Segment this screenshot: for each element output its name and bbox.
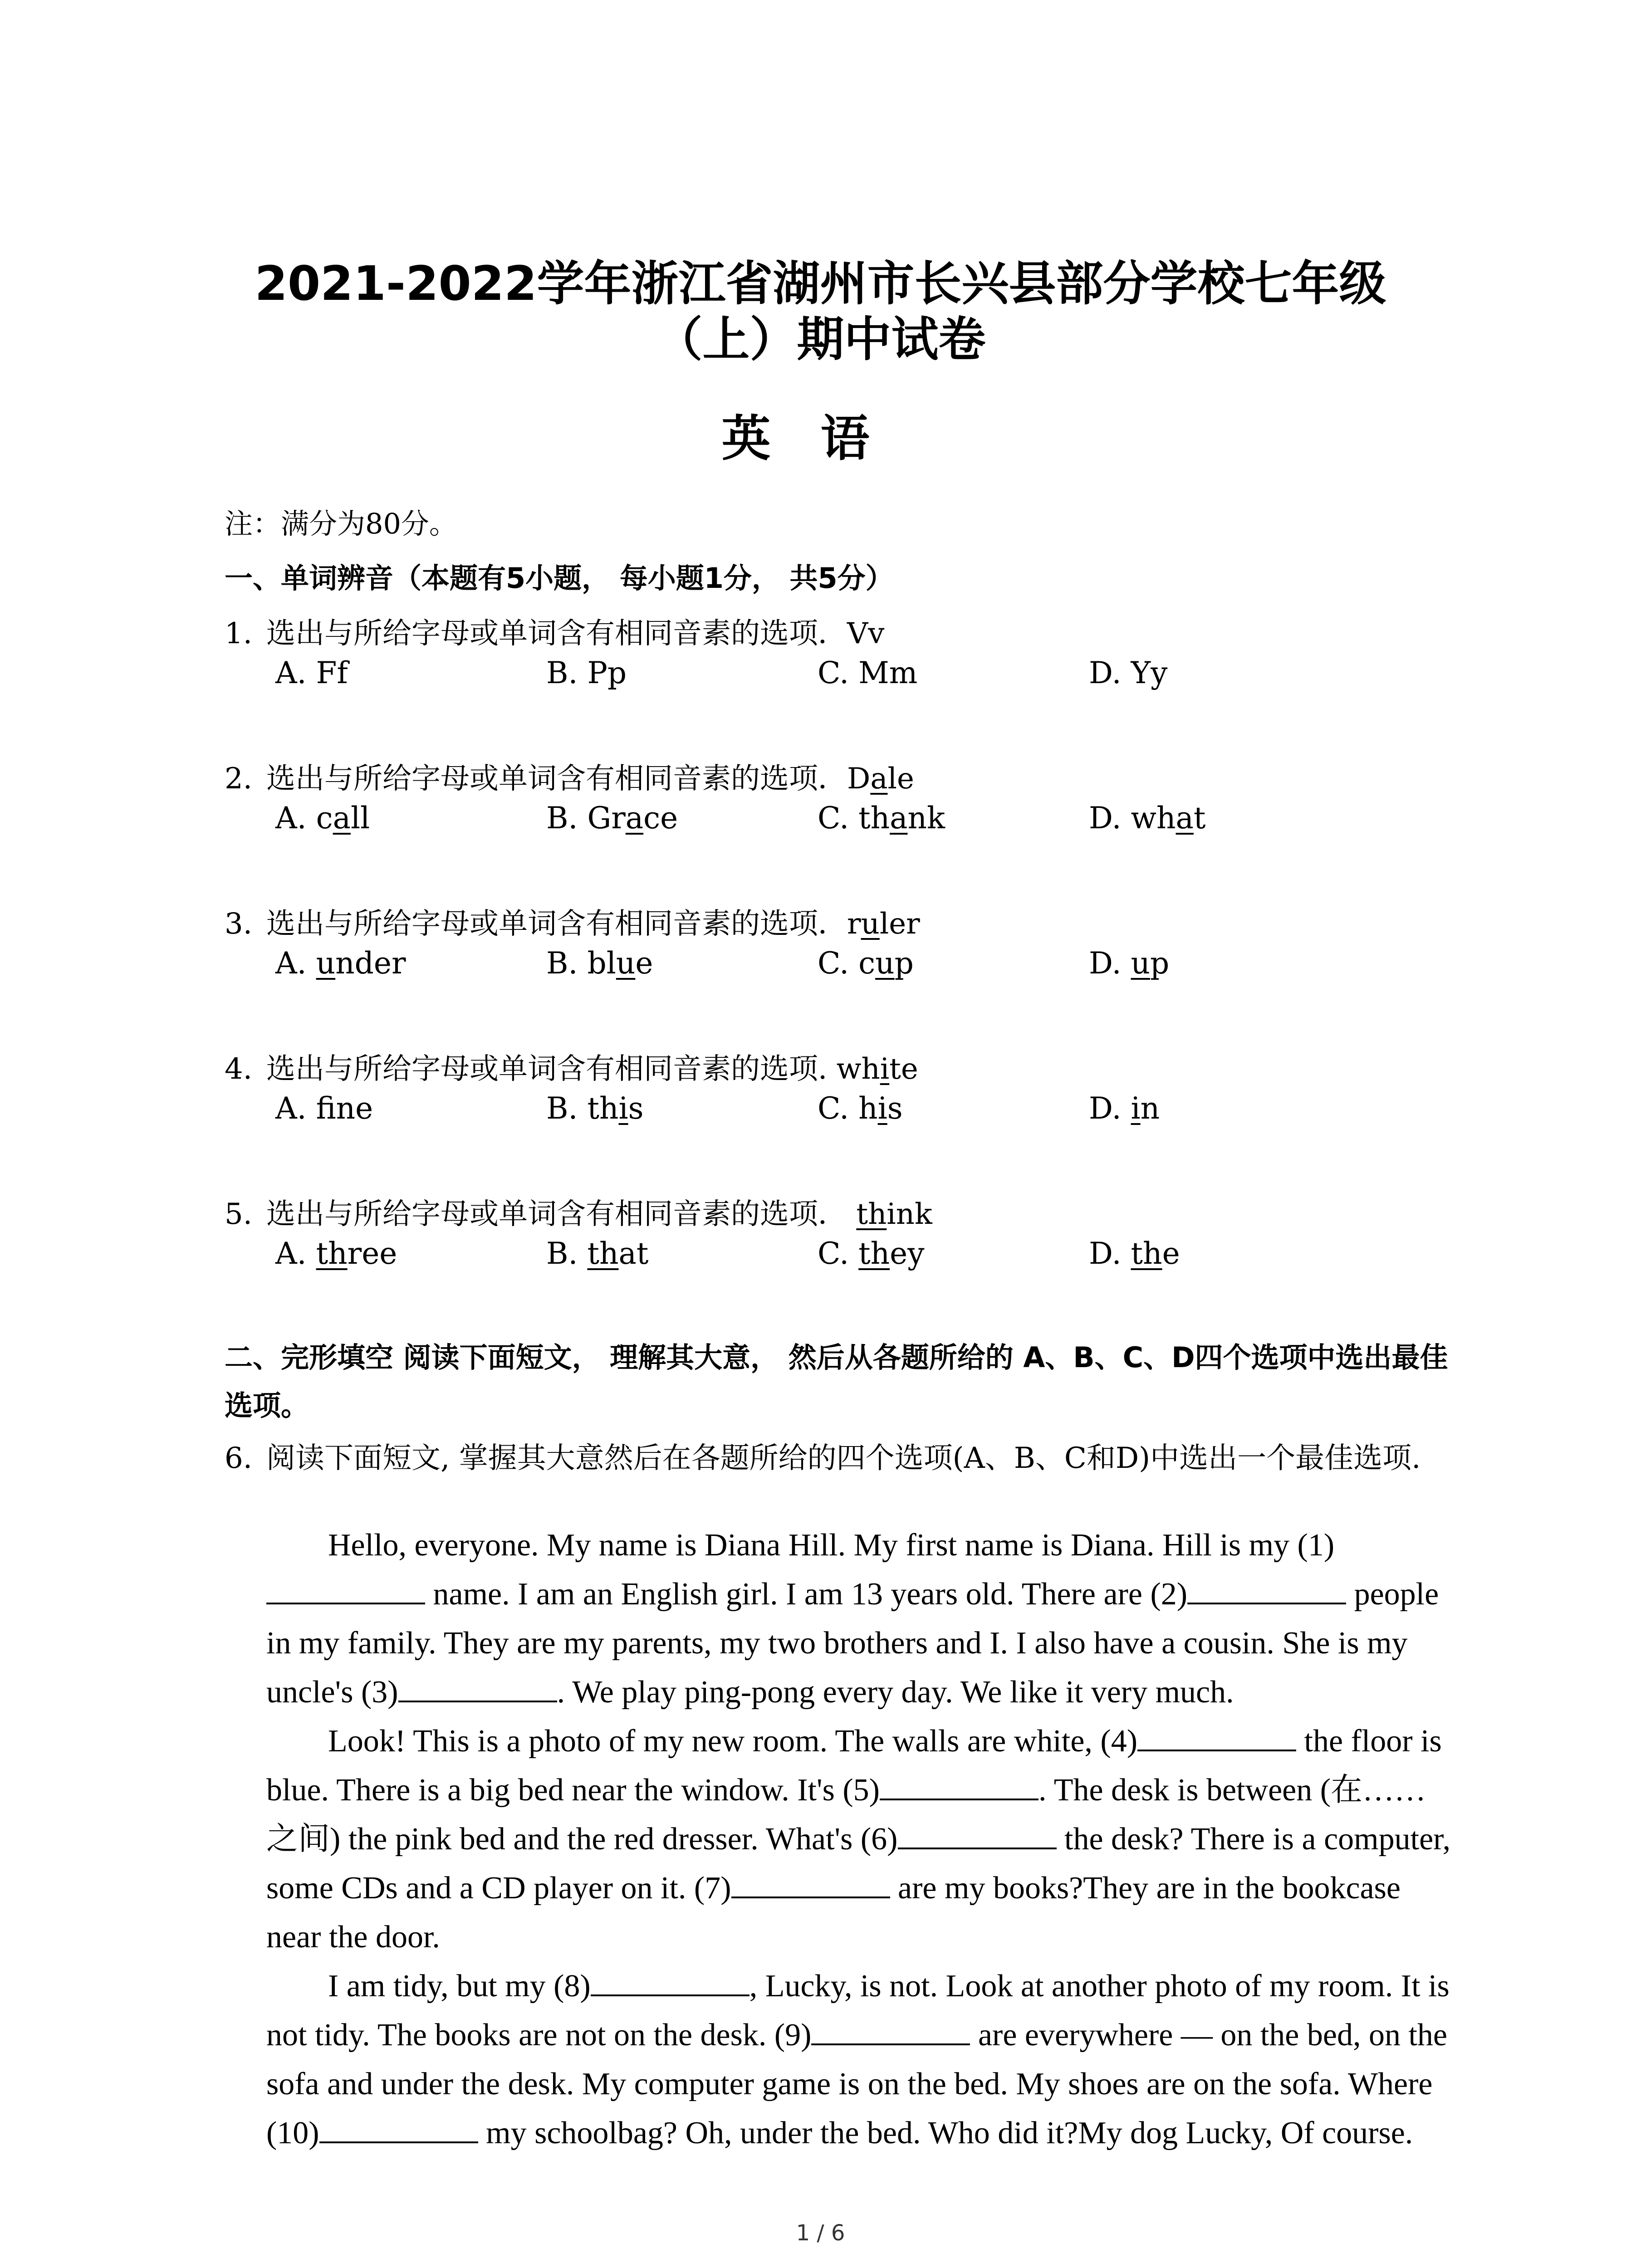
page-number: 1 / 6 — [796, 2220, 845, 2246]
option-letter: B. — [546, 1236, 588, 1271]
option-c — [818, 655, 917, 690]
target-word: Vv — [847, 617, 885, 650]
target-word: Dale — [847, 762, 914, 796]
option-a — [275, 1236, 397, 1271]
option-d — [1089, 1236, 1180, 1271]
option-word: his — [858, 1091, 903, 1126]
option-a — [275, 946, 406, 981]
option-letter: C. — [818, 801, 859, 836]
option-word: that — [587, 1236, 649, 1271]
question-number: 5. — [225, 1198, 253, 1231]
option-b — [546, 655, 627, 690]
question-2-stem — [225, 755, 914, 797]
option-word: thank — [858, 801, 945, 836]
option-d — [1089, 801, 1205, 836]
option-a — [275, 655, 348, 690]
option-c — [818, 1236, 925, 1271]
question-5-stem — [225, 1191, 932, 1232]
underlined-sound: a — [890, 801, 908, 836]
option-b — [546, 801, 678, 836]
option-d — [1089, 1091, 1160, 1126]
option-c — [818, 946, 914, 981]
option-letter: A. — [275, 655, 316, 690]
option-letter: C. — [818, 1091, 859, 1126]
answer-blank — [319, 2113, 478, 2143]
answer-blank — [266, 1574, 425, 1604]
question-number: 1. — [225, 617, 253, 650]
passage-paragraph-1: Hello, everyone. My name is Diana Hill. My first name is Diana. Hill is my (1) name. I am an English girl. I am 13 years old. There are (2) people in my family. They are my parents, my two brothers and I. I also have a cousin. She is my uncle's (3) . We play ping-pong every day. We like it very much. — [266, 1528, 1439, 1710]
option-d — [1089, 655, 1167, 690]
question-text: 选出与所给字母或单词含有相同音素的选项． — [266, 762, 847, 796]
option-b — [546, 946, 653, 981]
option-word: under — [316, 946, 406, 981]
option-letter: B. — [546, 1091, 588, 1126]
question-text: 选出与所给字母或单词含有相同音素的选项． — [266, 1198, 847, 1231]
option-letter: C. — [818, 1236, 859, 1271]
answer-blank — [1187, 1574, 1346, 1604]
question-number: 4. — [225, 1052, 253, 1086]
option-letter: B. — [546, 801, 588, 836]
question-text: 选出与所给字母或单词含有相同音素的选项． — [266, 617, 847, 650]
option-letter: C. — [818, 655, 859, 690]
answer-blank — [398, 1672, 557, 1702]
question-number: 3. — [225, 907, 253, 941]
option-letter: A. — [275, 1236, 316, 1271]
question-6-text: 阅读下面短文, 掌握其大意然后在各题所给的四个选项(A、B、C和D)中选出一个最佳选项. — [266, 1442, 1421, 1475]
passage-paragraph-2: Look! This is a photo of my new room. The walls are white, (4) the floor is blue. There is a big bed near the window. It's (5) . The desk is between (在……之间) the pink bed and the red dresser. What's (6) the desk? There is a computer, some CDs and a CD player on it. (7) are my books?They are in the bookcase near the door. — [266, 1717, 1455, 1962]
answer-blank — [898, 1819, 1057, 1849]
question-6-intro — [225, 1436, 1459, 1481]
option-letter: D. — [1089, 801, 1131, 836]
underlined-sound: th — [858, 1236, 890, 1271]
option-word: call — [316, 801, 370, 836]
question-text: 选出与所给字母或单词含有相同音素的选项． — [266, 907, 847, 941]
option-a — [275, 1091, 373, 1126]
question-text: 选出与所给字母或单词含有相同音素的选项. — [266, 1052, 828, 1086]
option-letter: A. — [275, 946, 316, 981]
underlined-sound: a — [870, 762, 888, 796]
underlined-sound: th — [316, 1236, 348, 1271]
question-number: 2. — [225, 762, 253, 796]
underlined-sound: a — [1176, 801, 1194, 836]
underlined-sound: i — [618, 1091, 628, 1126]
option-letter: D. — [1089, 655, 1131, 690]
option-letter: B. — [546, 655, 588, 690]
option-word: Yy — [1131, 655, 1168, 690]
option-letter: D. — [1089, 1091, 1131, 1126]
underlined-sound: i — [877, 1091, 887, 1126]
underlined-sound: i — [880, 1052, 890, 1086]
option-word: three — [316, 1236, 397, 1271]
underlined-sound: th — [1131, 1236, 1162, 1271]
option-word: in — [1131, 1091, 1160, 1126]
option-word: fne — [316, 1091, 373, 1126]
option-letter: A. — [275, 801, 316, 836]
option-word: cup — [858, 946, 914, 981]
question-4-stem — [225, 1046, 918, 1087]
target-word: white — [827, 1052, 918, 1086]
underlined-sound: a — [333, 801, 351, 836]
subject-heading: 英语 — [721, 411, 920, 467]
exam-title-line1: 2021-2022学年浙江省湖州市长兴县部分学校七年级 — [255, 256, 1386, 311]
option-word: Mm — [858, 655, 918, 690]
underlined-sound: th — [587, 1236, 619, 1271]
option-c — [818, 801, 945, 836]
question-3-stem — [225, 900, 920, 942]
target-word: ruler — [847, 907, 920, 941]
answer-blank — [731, 1868, 890, 1898]
exam-title-line2: （上）期中试卷 — [655, 312, 986, 367]
underlined-sound: u — [1131, 946, 1151, 981]
question-number: 6. — [225, 1442, 253, 1475]
answer-blank — [591, 1966, 749, 1996]
option-word: this — [587, 1091, 644, 1126]
option-word: Ff — [316, 655, 348, 690]
section2-heading: 二、完形填空 阅读下面短文， 理解其大意， 然后从各题所给的 A、B、C、D四个选项中选出最佳选项。 — [225, 1341, 1448, 1422]
passage-paragraph-3: I am tidy, but my (8) , Lucky, is not. Look at another photo of my room. It is not tidy. The books are not on the desk. (9) are everywhere — on the bed, on the sofa and under the desk. My computer game is on the bed. My shoes are on the sofa. Where (10) my schoolbag? Oh, under the bed. Who did it?My dog Lucky, Of course. — [266, 1962, 1455, 2158]
option-letter: B. — [546, 946, 588, 981]
option-word: blue — [587, 946, 653, 981]
option-word: Pp — [587, 655, 627, 690]
option-word: the — [1131, 1236, 1180, 1271]
option-letter: D. — [1089, 946, 1131, 981]
section1-heading: 一、单词辨音（本题有5小题， 每小题1分， 共5分） — [225, 562, 894, 595]
option-a — [275, 801, 370, 836]
answer-blank — [1137, 1721, 1296, 1751]
underlined-sound: u — [861, 907, 880, 941]
option-b — [546, 1236, 648, 1271]
option-letter: D. — [1089, 1236, 1131, 1271]
option-word: what — [1131, 801, 1206, 836]
option-b — [546, 1091, 643, 1126]
option-letter: A. — [275, 1091, 316, 1126]
option-letter: C. — [818, 946, 859, 981]
underlined-sound: u — [616, 946, 636, 981]
underlined-sound: u — [316, 946, 336, 981]
underlined-sound: a — [625, 801, 644, 836]
answer-blank — [811, 2015, 970, 2045]
underlined-sound: th — [856, 1198, 887, 1231]
cloze-passage — [266, 1521, 1455, 2158]
underlined-sound: u — [875, 946, 895, 981]
option-word: up — [1131, 946, 1170, 981]
option-word: Grace — [587, 801, 678, 836]
underlined-sound: i — [1131, 1091, 1141, 1126]
option-c — [818, 1091, 903, 1126]
option-word: they — [858, 1236, 925, 1271]
option-d — [1089, 946, 1169, 981]
question-1-stem — [225, 610, 884, 652]
target-word: think — [856, 1198, 932, 1231]
answer-blank — [880, 1770, 1038, 1800]
score-note: 注：满分为80分。 — [225, 507, 457, 540]
